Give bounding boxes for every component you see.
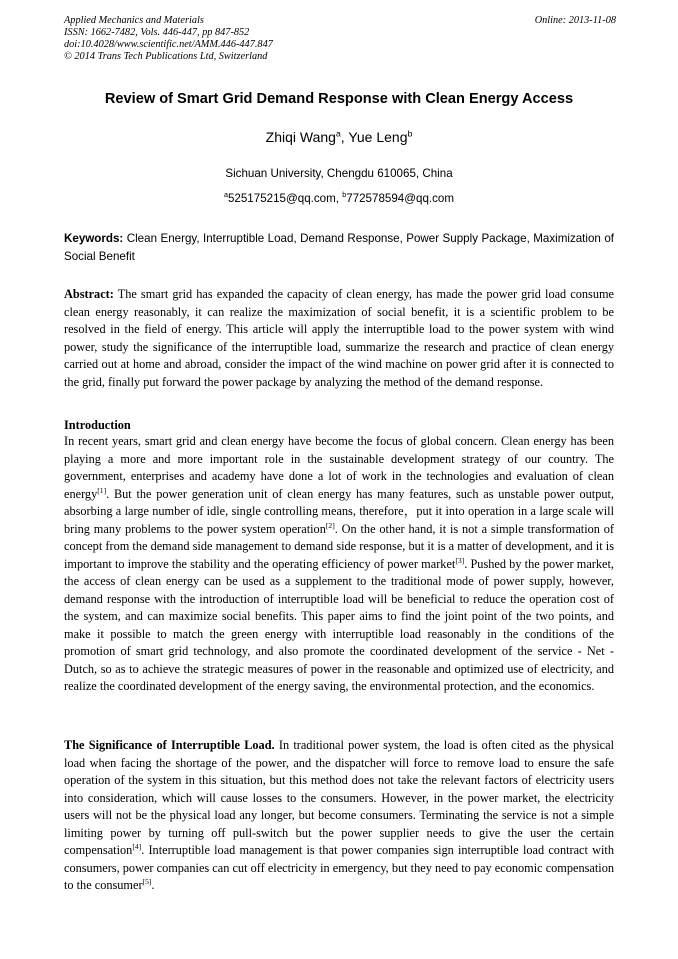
online-date: Online: 2013-11-08 (534, 15, 616, 26)
citation-ref: [5] (142, 876, 152, 886)
keywords-paragraph (64, 230, 614, 265)
author-superscript: b (407, 128, 413, 139)
body-text: In recent years, smart grid and clean energy have become the focus of global concern. Clean energy has been playing a more and more important role in the sustainable development strategy of our country. The government, enterprises and academy have done a lot of work in the technologies and evaluation of clean energy (64, 434, 614, 501)
email-text: 772578594@qq.com (346, 192, 455, 205)
body-text: . On the other hand, it is not a simple transformation of concept from the demand side management to demand side response, but it is a matter of development, and it is important to improve the stability and the operating efficiency of power market (64, 521, 614, 571)
author-superscript: a (335, 128, 341, 139)
abstract-label: Abstract: (64, 287, 114, 301)
introduction-heading: Introduction (64, 418, 131, 432)
email-text: 525175215@qq.com, (227, 192, 343, 205)
abstract-text: The smart grid has expanded the capacity of clean energy, has made the power grid load consume clean energy reasonably, it can realize the maximization of social benefit, it is a scientific problem to be resolved in the field of energy. This article will apply the interruptible load to the power system with wind power, study the significance of the interruptible load, summarize the research and practice of clean energy carried out at home and abroad, consider the impact of the wind machine on power grid after it is connected to the grid, finally put forward the power package by analyzing the method of the demand response. (64, 287, 614, 389)
journal-header (64, 15, 616, 63)
affiliation: Sichuan University, Chengdu 610065, China (225, 167, 453, 180)
abstract-paragraph (64, 286, 614, 391)
author-list (0, 129, 678, 145)
introduction-paragraph (64, 433, 614, 696)
author-emails (0, 192, 678, 205)
body-text: . (151, 878, 155, 892)
citation-ref: [2] (325, 520, 335, 530)
paper-title: Review of Smart Grid Demand Response with Clean Energy Access (104, 91, 574, 107)
doi-line: doi:10.4028/www.scientific.net/AMM.446-447.847 (64, 39, 273, 50)
body-text: . Interruptible load management is that power companies sign interruptible load contract with consumers, power companies can cut off electricity in emergency, but they need to pay economic compensation to the consumer (64, 843, 614, 892)
citation-ref: [4] (132, 841, 142, 851)
email-superscript: b (342, 190, 347, 200)
body-text: . But the power generation unit of clean energy has many features, such as unstable power output, absorbing a large number of idle, single controlling means, therefore，put it into operation in a large scale will bring many problems to the power system operation (64, 486, 614, 536)
copyright-line: © 2014 Trans Tech Publications Ltd, Switzerland (64, 51, 268, 62)
citation-ref: [1] (97, 485, 107, 495)
significance-paragraph (64, 737, 614, 895)
keywords-text: Clean Energy, Interruptible Load, Demand Response, Power Supply Package, Maximization of Social Benefit (64, 232, 614, 263)
author-name: Yue Leng (348, 129, 408, 145)
author-name: Zhiqi Wang (265, 129, 336, 145)
citation-ref: [3] (455, 555, 465, 565)
author-separator: , (340, 129, 349, 145)
email-superscript: a (223, 190, 228, 200)
issn-line: ISSN: 1662-7482, Vols. 446-447, pp 847-852 (64, 27, 250, 38)
body-text: . Pushed by the power market, the access of clean energy can be used as a supplement to the traditional mode of power supply, however, demand response with the introduction of interruptible load will be beneficial to reduce the operation cost of the system, and can maximize social benefits. This paper aims to find the joint point of the two points, and make it possible to match the green energy with interruptible load reasonably in the conditions of the promotion of smart grid technology, and also promote the coordinated development of the service - Net - Dutch, so as to achieve the strategic measures of power in the reasonable and optimized use of electricity, and realize the coordinated development of the energy saving, the environmental protection, and the economics. (64, 556, 615, 693)
body-text: In traditional power system, the load is often cited as the physical load when facing the shortage of the power, and the dispatcher will force to remove load to ensure the safe operation of the system in this situation, but this method does not take the relevant factors of electricity users into consideration, which will cause losses to the consumers. However, in the power market, the electricity users will not be the physical load any longer, but become consumers. Terminating the service is not a simple limiting power by turning off pull-switch but the power supplier needs to give the user the certain compensation (64, 738, 614, 857)
significance-heading: The Significance of Interruptible Load. (64, 738, 275, 752)
keywords-label: Keywords: (64, 232, 124, 245)
journal-name: Applied Mechanics and Materials (64, 15, 204, 26)
